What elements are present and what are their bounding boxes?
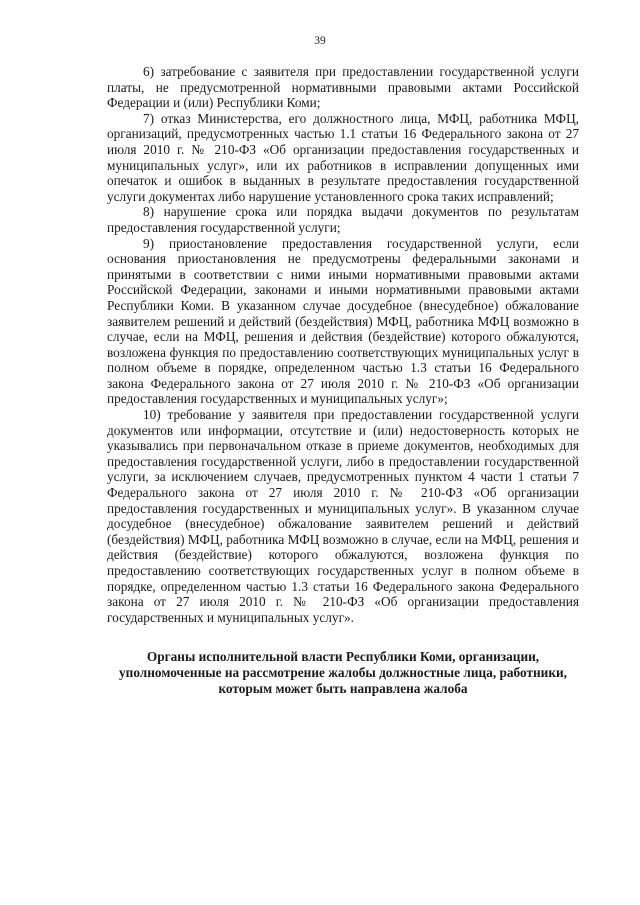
list-item-8: 8) нарушение срока или порядка выдачи документов по результатам предоставления государственной услуги;	[107, 204, 579, 235]
list-item-6: 6) затребование с заявителя при предоставлении государственной услуги платы, не предусмотренной нормативными правовыми актами Российской Федерации и (или) Республики Коми;	[107, 64, 579, 111]
list-item-10: 10) требование у заявителя при предоставлении государственной услуги документов или информации, отсутствие и (или) недостоверность которых не указывались при первоначальном отказе в приеме документов, необходимых для предоставления государственной услуги, либо в предоставлении государственной услуги, за исключением случаев, предусмотренных пунктом 4 части 1 статьи 7 Федерального закона от 27 июля 2010 г. № 210-ФЗ «Об организации предоставления государственных и муниципальных услуг». В указанном случае досудебное (внесудебное) обжалование заявителем решений и действий (бездействия) МФЦ, работника МФЦ возможно в случае, если на МФЦ, решения и действия (бездействие) которого обжалуются, возложена функция по предоставлению соответствующих государственных услуг в полном объеме в порядке, определенном частью 1.3 статьи 16 Федерального закона Федерального закона от 27 июля 2010 г. № 210-ФЗ «Об организации предоставления государственных и муниципальных услуг».	[107, 407, 579, 625]
list-item-9: 9) приостановление предоставления государственной услуги, если основания приостановления не предусмотрены федеральными законами и принятыми в соответствии с ними иными нормативными правовыми актами Российской Федерации, законами и иными нормативными правовыми актами Республики Коми. В указанном случае досудебное (внесудебное) обжалование заявителем решений и действий (бездействия) МФЦ, работника МФЦ возможно в случае, если на МФЦ, решения и действия (бездействие) которого обжалуются, возложена функция по предоставлению соответствующих муниципальных услуг в полном объеме в порядке, определенном частью 1.3 статьи 16 Федерального закона Федерального закона от 27 июля 2010 г. № 210-ФЗ «Об организации предоставления государственных и муниципальных услуг»;	[107, 235, 579, 407]
section-heading: Органы исполнительной власти Республики Коми, организации, уполномоченные на рассмотрение жалобы должностные лица, работники, которым может быть направлена жалоба	[119, 649, 567, 696]
document-body	[107, 64, 579, 697]
page-number: 39	[314, 35, 326, 47]
list-item-7: 7) отказ Министерства, его должностного лица, МФЦ, работника МФЦ, организаций, предусмотренных частью 1.1 статьи 16 Федерального закона от 27 июля 2010 г. № 210-ФЗ «Об организации предоставления государственных и муниципальных услуг», или их работников в исправлении допущенных ими опечаток и ошибок в выданных в результате предоставления государственной услуги документах либо нарушение установленного срока таких исправлений;	[107, 110, 579, 204]
